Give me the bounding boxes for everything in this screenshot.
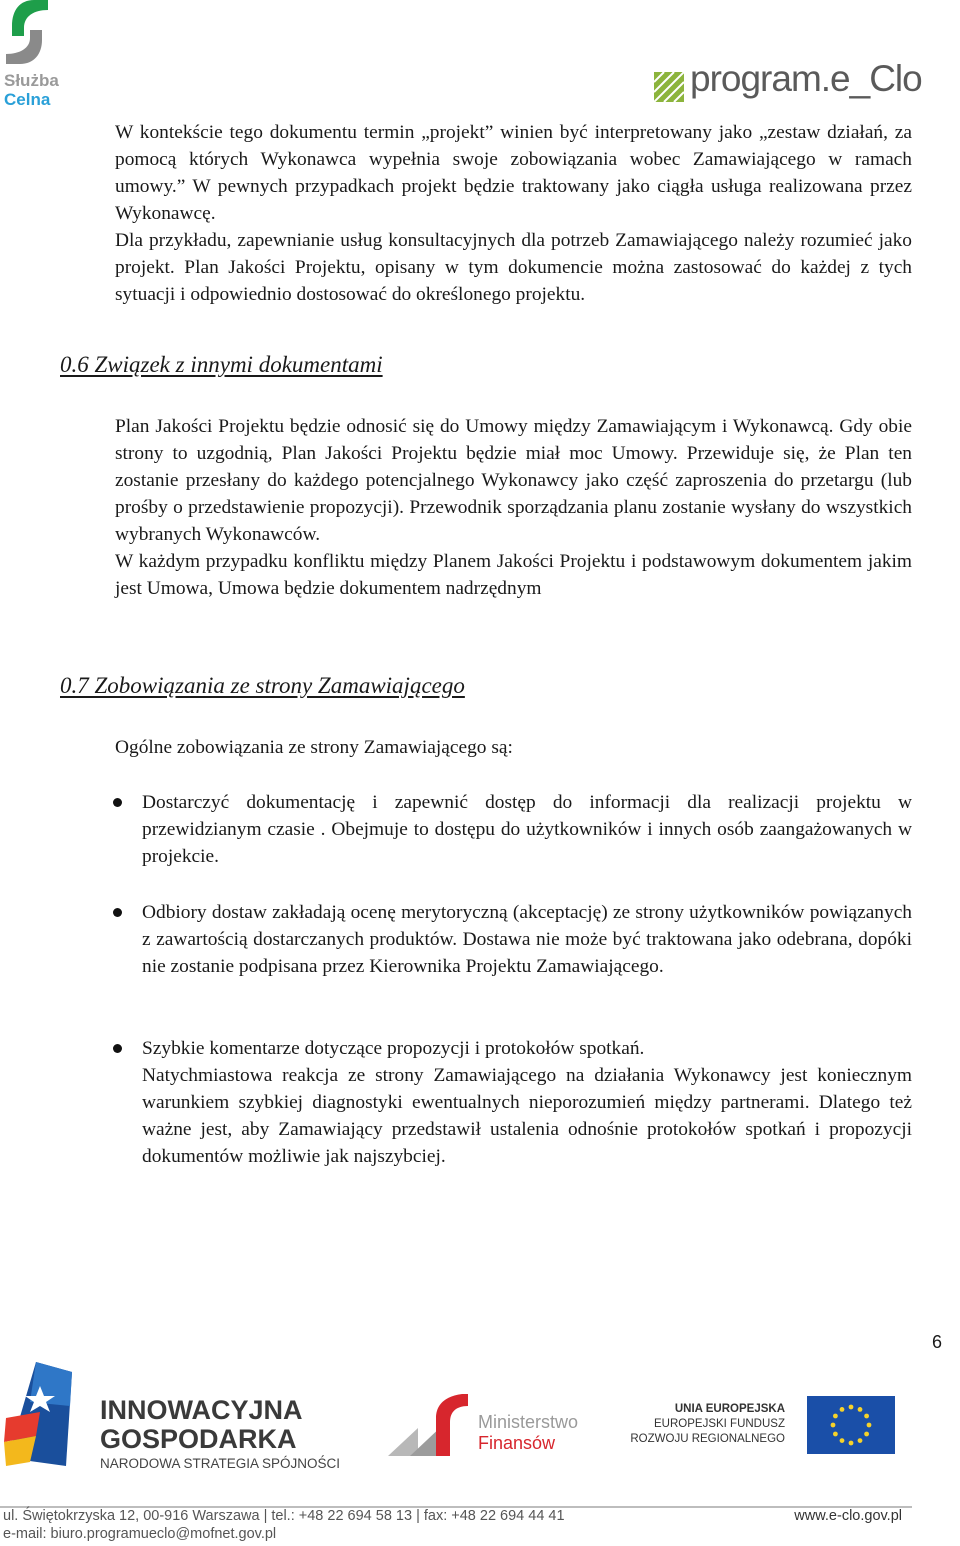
ministerstwo-finansow-emblem-icon xyxy=(388,1394,470,1456)
intro-paragraph: Dla przykładu, zapewnianie usług konsultacyjnych dla potrzeb Zamawiającego należy rozumieć jako projekt. Plan Jakości Projektu, opisany w tym dokumencie można zastosować do każdej z tych sytuacji i odpowiednio dostosować do określonego projektu. xyxy=(115,230,912,305)
intro-text xyxy=(115,119,912,308)
eu-flag-icon xyxy=(807,1396,895,1454)
section-paragraph: W każdym przypadku konfliktu między Planem Jakości Projektu i podstawowym dokumentem jakim jest Umowa, Umowa będzie dokumentem nadrzędnym xyxy=(115,551,912,599)
list-item-text: Natychmiastowa reakcja ze strony Zamawiającego na działania Wykonawcy jest koniecznym warunkiem szybkiej diagnostyki ewentualnych nieporozumień między partnerami. Dlatego też ważne jest, aby Zamawiający przedstawił ustalenia odnośnie protokołów spotkań i propozycji dokumentów możliwie jak najszybciej. xyxy=(142,1065,912,1167)
list-item-text: Dostarczyć dokumentację i zapewnić dostęp do informacji dla realizacji projektu w przewidzianym czasie . Obejmuje to dostępu do użytkowników i innych osób zaangażowanych w projekcie. xyxy=(142,792,912,867)
section-0-7-intro: Ogólne zobowiązania ze strony Zamawiającego są: xyxy=(115,737,513,758)
sluzba-logo-text: Służba xyxy=(4,71,59,90)
mf-line1: Ministerstwo xyxy=(478,1412,579,1432)
list-item-text: Szybkie komentarze dotyczące propozycji i protokołów spotkań. xyxy=(142,1038,645,1059)
list-item xyxy=(142,1035,912,1170)
footer-email[interactable]: e-mail: biuro.programueclo@mofnet.gov.pl xyxy=(3,1526,277,1542)
ue-line3: ROZWOJU REGIONALNEGO xyxy=(630,1433,785,1445)
ig-subtitle: NARODOWA STRATEGIA SPÓJNOŚCI xyxy=(100,1456,341,1471)
page-number: 6 xyxy=(931,1332,942,1352)
bullet-icon xyxy=(113,798,122,807)
ministerstwo-finansow-logo xyxy=(388,1392,618,1462)
bullet-icon xyxy=(113,1044,122,1053)
ue-line1: UNIA EUROPEJSKA xyxy=(674,1403,785,1415)
section-0-6-text xyxy=(115,413,912,602)
footer-address: ul. Świętokrzyska 12, 00-916 Warszawa | tel.: +48 22 694 58 13 | fax: +48 22 694 44 41 xyxy=(3,1508,565,1524)
sluzba-celna-emblem-icon xyxy=(4,0,50,64)
list-item-text: Odbiory dostaw zakładają ocenę merytoryczną (akceptację) ze strony użytkowników powiązanych z zawartością dostarczanych produktów. Dostawa nie może być traktowana jako odebrana, dopóki nie zostanie podpisana przez Kierownika Projektu Zamawiającego. xyxy=(142,902,912,977)
program-e-clo-text: program.e_Clo xyxy=(690,58,922,99)
program-e-clo-logo xyxy=(652,52,922,108)
mf-line2: Finansów xyxy=(478,1433,556,1453)
innowacyjna-gospodarka-emblem-icon xyxy=(0,1362,80,1472)
list-item xyxy=(142,899,912,980)
innowacyjna-gospodarka-logo xyxy=(0,1362,350,1474)
section-paragraph: Plan Jakości Projektu będzie odnosić się do Umowy między Zamawiającym i Wykonawcą. Gdy obie strony to uzgodnią, Plan Jakości Projektu będzie miał moc Umowy. Przewiduje się, że Plan ten zostanie przesłany do każdego potencjalnego Wykonawcy jako część zaproszenia do przetargu (lub prośby o przedstawienie propozycji). Przewodnik sporządzania planu zostanie wysłany do wszystkich wybranych Wykonawców. xyxy=(115,416,912,545)
intro-paragraph: W kontekście tego dokumentu termin „projekt” winien być interpretowany jako „zestaw działań, za pomocą których Wykonawca wypełnia swoje zobowiązania wobec Zamawiającego w ramach umowy.” W pewnych przypadkach projekt będzie traktowany jako ciągła usługa realizowana przez Wykonawcę. xyxy=(115,122,912,224)
ig-title-line2: GOSPODARKA xyxy=(100,1424,297,1454)
bullet-icon xyxy=(113,908,122,917)
list-item xyxy=(142,789,912,870)
sluzba-celna-logo xyxy=(2,0,72,112)
section-0-7-heading: 0.7 Zobowiązania ze strony Zamawiającego xyxy=(60,673,465,698)
program-stripes-icon xyxy=(654,72,684,102)
section-0-6-heading: 0.6 Związek z innymi dokumentami xyxy=(60,352,383,377)
footer-website-link[interactable]: www.e-clo.gov.pl xyxy=(794,1508,902,1524)
ue-line2: EUROPEJSKI FUNDUSZ xyxy=(654,1418,785,1430)
celna-logo-text: Celna xyxy=(4,90,51,109)
ig-title-line1: INNOWACYJNA xyxy=(100,1395,303,1425)
unia-europejska-logo xyxy=(630,1392,905,1460)
